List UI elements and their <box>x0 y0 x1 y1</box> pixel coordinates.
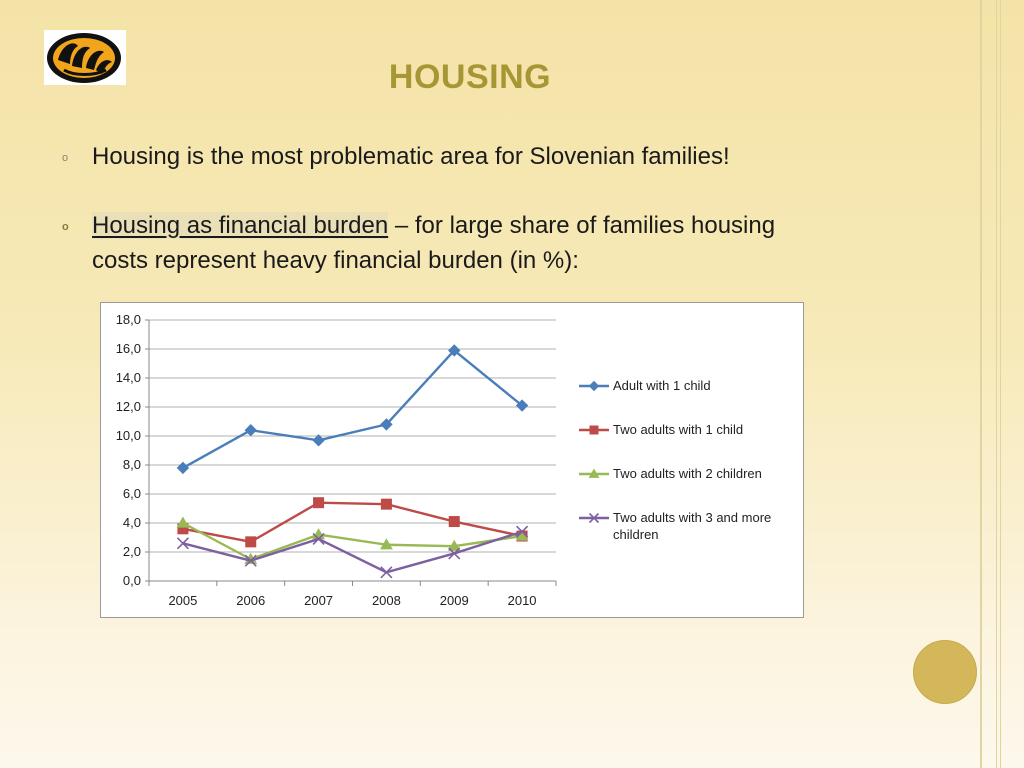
bullet-item <box>62 208 872 278</box>
series-line <box>183 350 522 467</box>
y-tick-label: 12,0 <box>115 399 141 414</box>
bullet-marker-icon: o <box>62 152 69 164</box>
y-tick-label: 10,0 <box>115 428 141 443</box>
legend-marker <box>590 382 599 391</box>
slide-title: HOUSING <box>388 58 552 96</box>
bullet-text: Housing is the most problematic area for Slovenian families! <box>92 143 730 170</box>
bullet-item <box>62 139 730 174</box>
legend-label: Adult with 1 child <box>613 378 711 393</box>
line-chart <box>100 302 804 618</box>
x-tick-label: 2007 <box>304 593 334 608</box>
x-tick-label: 2010 <box>507 593 537 608</box>
hand-logo-icon <box>44 30 126 85</box>
legend-label: Two adults with 2 children <box>613 466 762 481</box>
x-tick-label: 2006 <box>236 593 266 608</box>
legend-marker <box>590 426 598 434</box>
bullet-text: – for large share of families housing <box>388 212 776 239</box>
series-line <box>183 523 522 559</box>
x-tick-label: 2009 <box>439 593 469 608</box>
y-tick-label: 4,0 <box>122 515 141 530</box>
data-point <box>177 462 188 473</box>
y-tick-label: 0,0 <box>122 573 141 588</box>
data-point <box>449 517 459 527</box>
slide-frame-decoration <box>978 0 1024 768</box>
series-line <box>183 503 522 542</box>
data-point <box>313 529 324 539</box>
y-tick-label: 18,0 <box>115 312 141 327</box>
legend-label: Two adults with 1 child <box>613 422 744 437</box>
x-tick-label: 2008 <box>371 593 401 608</box>
bullet-marker-icon: o <box>62 221 69 233</box>
y-tick-label: 8,0 <box>122 457 141 472</box>
data-point <box>245 425 256 436</box>
data-point <box>246 537 256 547</box>
y-tick-label: 16,0 <box>115 341 141 356</box>
data-point <box>314 498 324 508</box>
data-point <box>381 499 391 509</box>
legend-label: Two adults with 3 and more children <box>613 510 772 542</box>
chart-canvas <box>101 303 803 617</box>
bullet-highlight: Housing as financial burden <box>92 212 389 239</box>
y-tick-label: 2,0 <box>122 544 141 559</box>
bullet-text-continued: costs represent heavy financial burden (in %): <box>92 247 579 274</box>
y-tick-label: 14,0 <box>115 370 141 385</box>
data-point <box>177 518 188 528</box>
decorative-circle <box>913 640 977 704</box>
y-tick-label: 6,0 <box>122 486 141 501</box>
x-tick-label: 2005 <box>168 593 198 608</box>
